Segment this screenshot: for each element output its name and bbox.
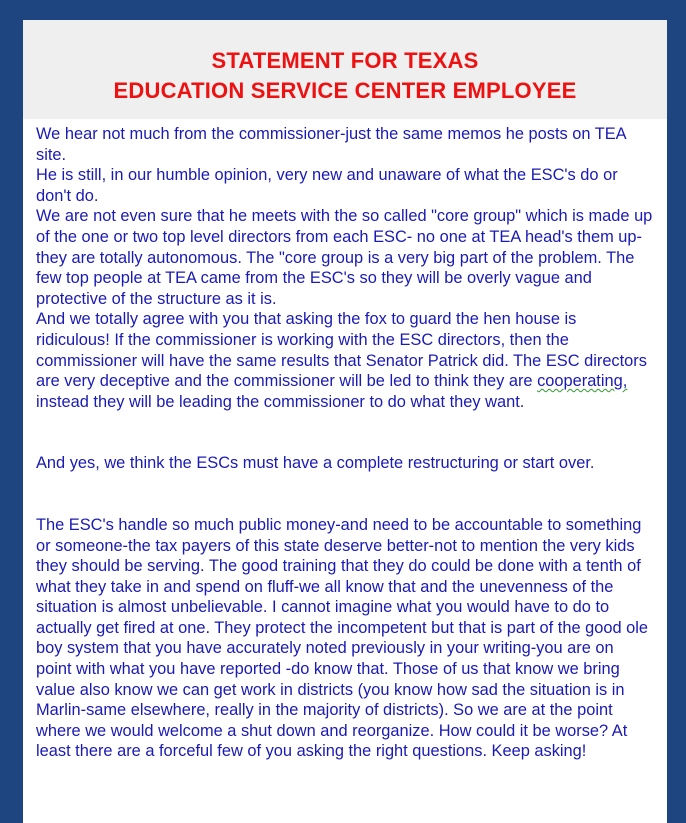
paragraph-core-group: We are not even sure that he meets with the so called "core group" which is made up of the one or two top level directors from each ESC- no one at TEA head's them up-they are totally autonomous. The "core group is a very big part of the problem. The few top people at TEA came from the ESC's so they will be overly vague and protective of the structure as it is. xyxy=(36,207,653,308)
paragraph-restructuring: And yes, we think the ESCs must have a complete restructuring or start over. xyxy=(36,454,595,473)
statement-document xyxy=(23,20,667,823)
spellcheck-flagged-word: cooperating, xyxy=(537,372,628,391)
paragraph-public-money: The ESC's handle so much public money-and need to be accountable to something or someone-the tax payers of this state deserve better-not to mention the very kids they should be serving. The good training that they do could be done with a tenth of what they take in and spend on fluff-we all know that and the unevenness of the situation is almost unbelievable. I cannot imagine what you would have to do to actually get fired at one. They protect the incompetent but that is part of the good ole boy system that you have accurately noted previously in your writing-you are on point with what you have reported -do know that. Those of us that know we bring value also know we can get work in districts (you know how sad the situation is in Marlin-same elsewhere, really in the majority of districts). So we are at the point where we would welcome a shut down and reorganize. How could it be worse? At least there are a forceful few of you asking the right questions. Keep asking! xyxy=(36,515,648,761)
paragraph-commissioner-memos: We hear not much from the commissioner-just the same memos he posts on TEA site. xyxy=(36,125,626,164)
paragraph-fox-text-start: And we totally agree with you that asking the fox to guard the hen house is ridiculous! If the commissioner is working with the ESC directors, then the commissioner will have the same results that Senator Patrick did. The ESC directors are very deceptive and the commissioner will be led to think they are xyxy=(36,310,647,391)
title-banner xyxy=(23,20,667,119)
paragraph-fox-hen-house xyxy=(36,309,653,412)
paragraph-commissioner-new: He is still, in our humble opinion, very new and unaware of what the ESC's do or don't do. xyxy=(36,166,618,205)
statement-body xyxy=(23,119,667,762)
paragraph-fox-text-end: instead they will be leading the commissioner to do what they want. xyxy=(36,392,525,411)
paragraph-gap xyxy=(36,474,653,515)
paragraph-gap xyxy=(36,412,653,453)
title-line-2: EDUCATION SERVICE CENTER EMPLOYEE xyxy=(113,78,577,103)
title-line-1: STATEMENT FOR TEXAS xyxy=(211,48,479,73)
